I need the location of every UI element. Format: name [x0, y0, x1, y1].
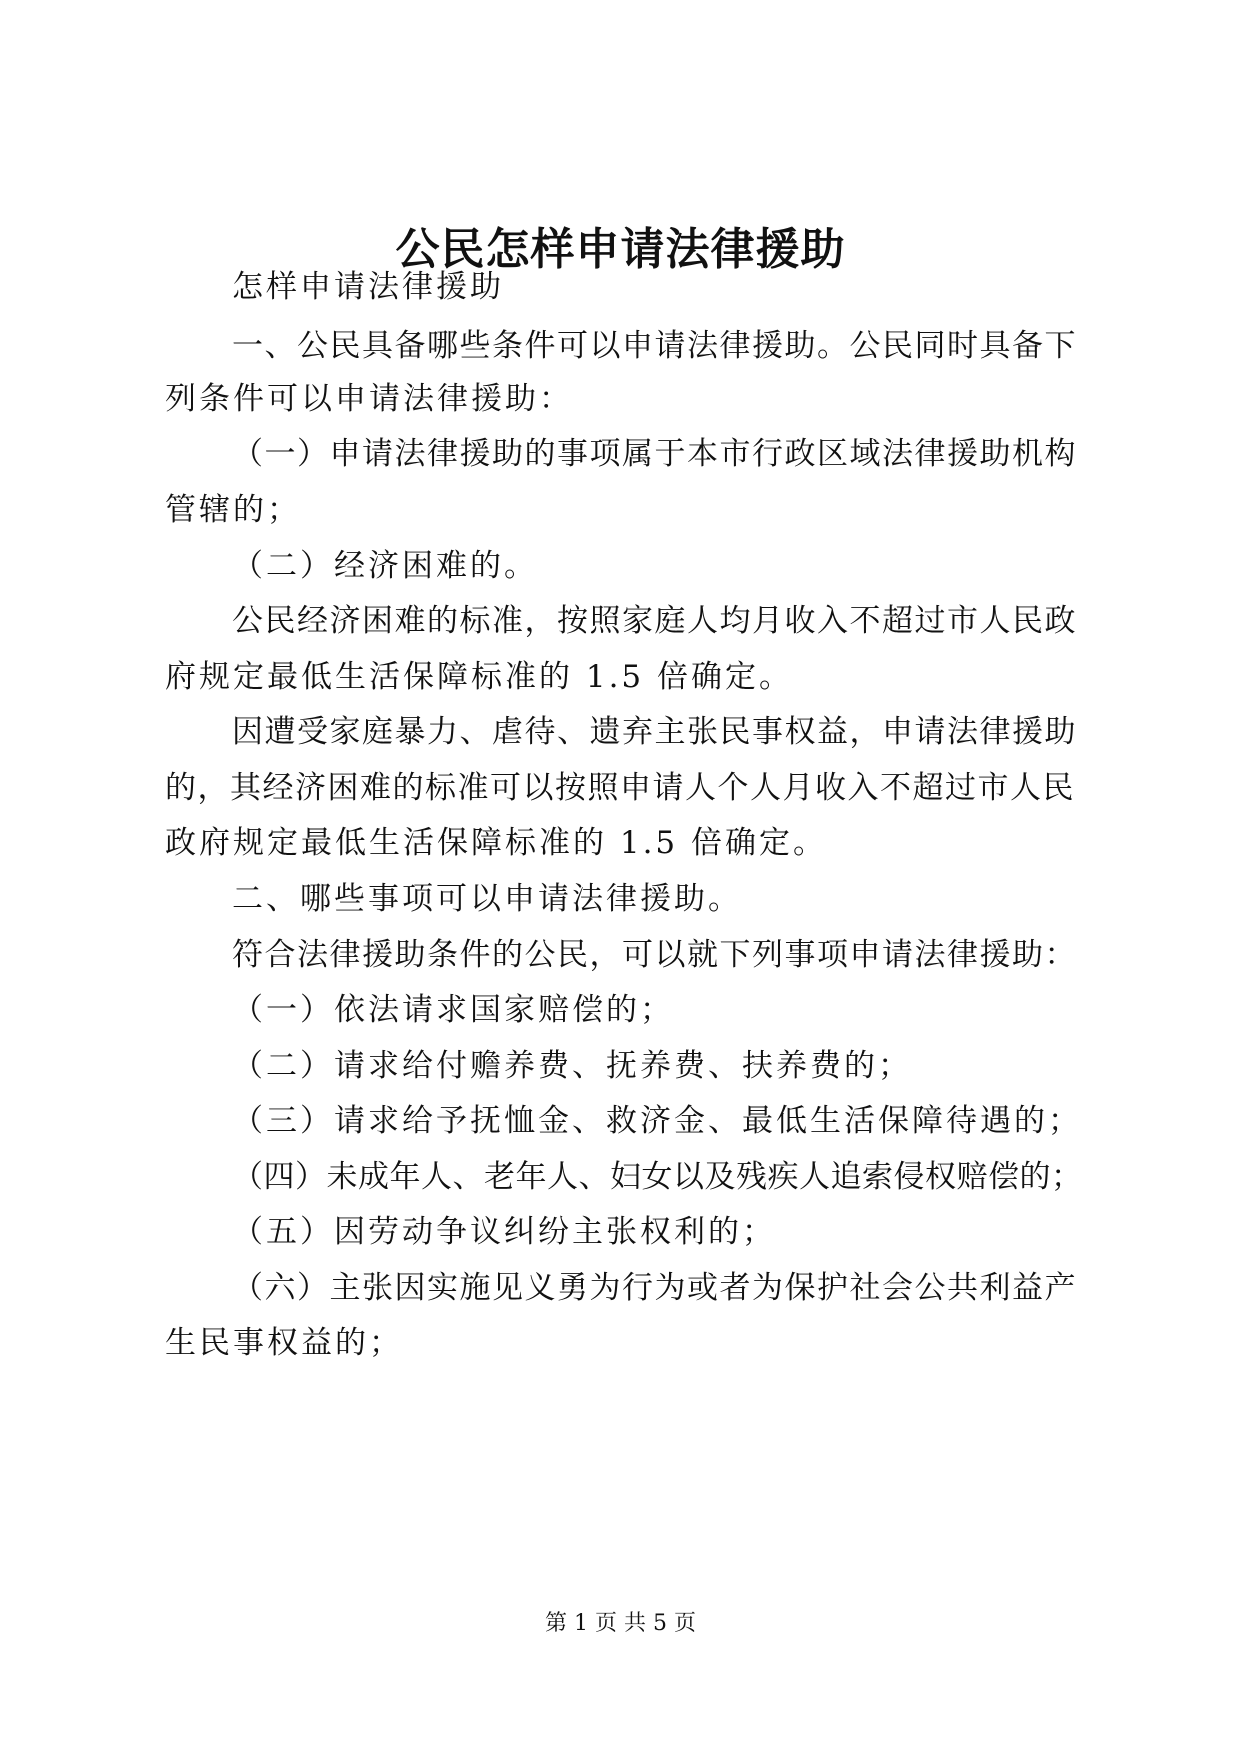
paragraph-line: （二）请求给付赡养费、抚养费、扶养费的； — [232, 1048, 912, 1084]
page-number-footer: 第 1 页 共 5 页 — [545, 1611, 696, 1636]
paragraph-line: 管辖的； — [165, 492, 301, 528]
paragraph-line: 一、公民具备哪些条件可以申请法律援助。公民同时具备下 — [232, 328, 1077, 364]
paragraph-line: （一）申请法律援助的事项属于本市行政区域法律援助机构 — [232, 436, 1077, 472]
paragraph-line: 列条件可以申请法律援助： — [165, 381, 573, 417]
paragraph-line: （一）依法请求国家赔偿的； — [232, 992, 674, 1028]
paragraph-line: 怎样申请法律援助 — [232, 269, 504, 305]
paragraph-line: （二）经济困难的。 — [232, 548, 538, 584]
paragraph-line: 政府规定最低生活保障标准的 1.5 倍确定。 — [165, 825, 828, 861]
paragraph-line: （五）因劳动争议纠纷主张权利的； — [232, 1214, 776, 1250]
paragraph-line: 二、哪些事项可以申请法律援助。 — [232, 881, 742, 917]
paragraph-line: （三）请求给予抚恤金、救济金、最低生活保障待遇的； — [232, 1103, 1082, 1139]
document-title: 公民怎样申请法律援助 — [395, 224, 846, 275]
paragraph-line: 府规定最低生活保障标准的 1.5 倍确定。 — [165, 659, 794, 695]
paragraph-line: 生民事权益的； — [165, 1325, 403, 1361]
paragraph-line: 因遭受家庭暴力、虐待、遗弃主张民事权益，申请法律援助 — [232, 714, 1077, 750]
paragraph-line: 符合法律援助条件的公民，可以就下列事项申请法律援助： — [232, 937, 1077, 973]
paragraph-line: 的，其经济困难的标准可以按照申请人个人月收入不超过市人民 — [165, 770, 1075, 806]
paragraph-line: （四）未成年人、老年人、妇女以及残疾人追索侵权赔偿的； — [232, 1159, 1083, 1195]
paragraph-line: （六）主张因实施见义勇为行为或者为保护社会公共利益产 — [232, 1270, 1077, 1306]
paragraph-line: 公民经济困难的标准，按照家庭人均月收入不超过市人民政 — [232, 603, 1077, 639]
